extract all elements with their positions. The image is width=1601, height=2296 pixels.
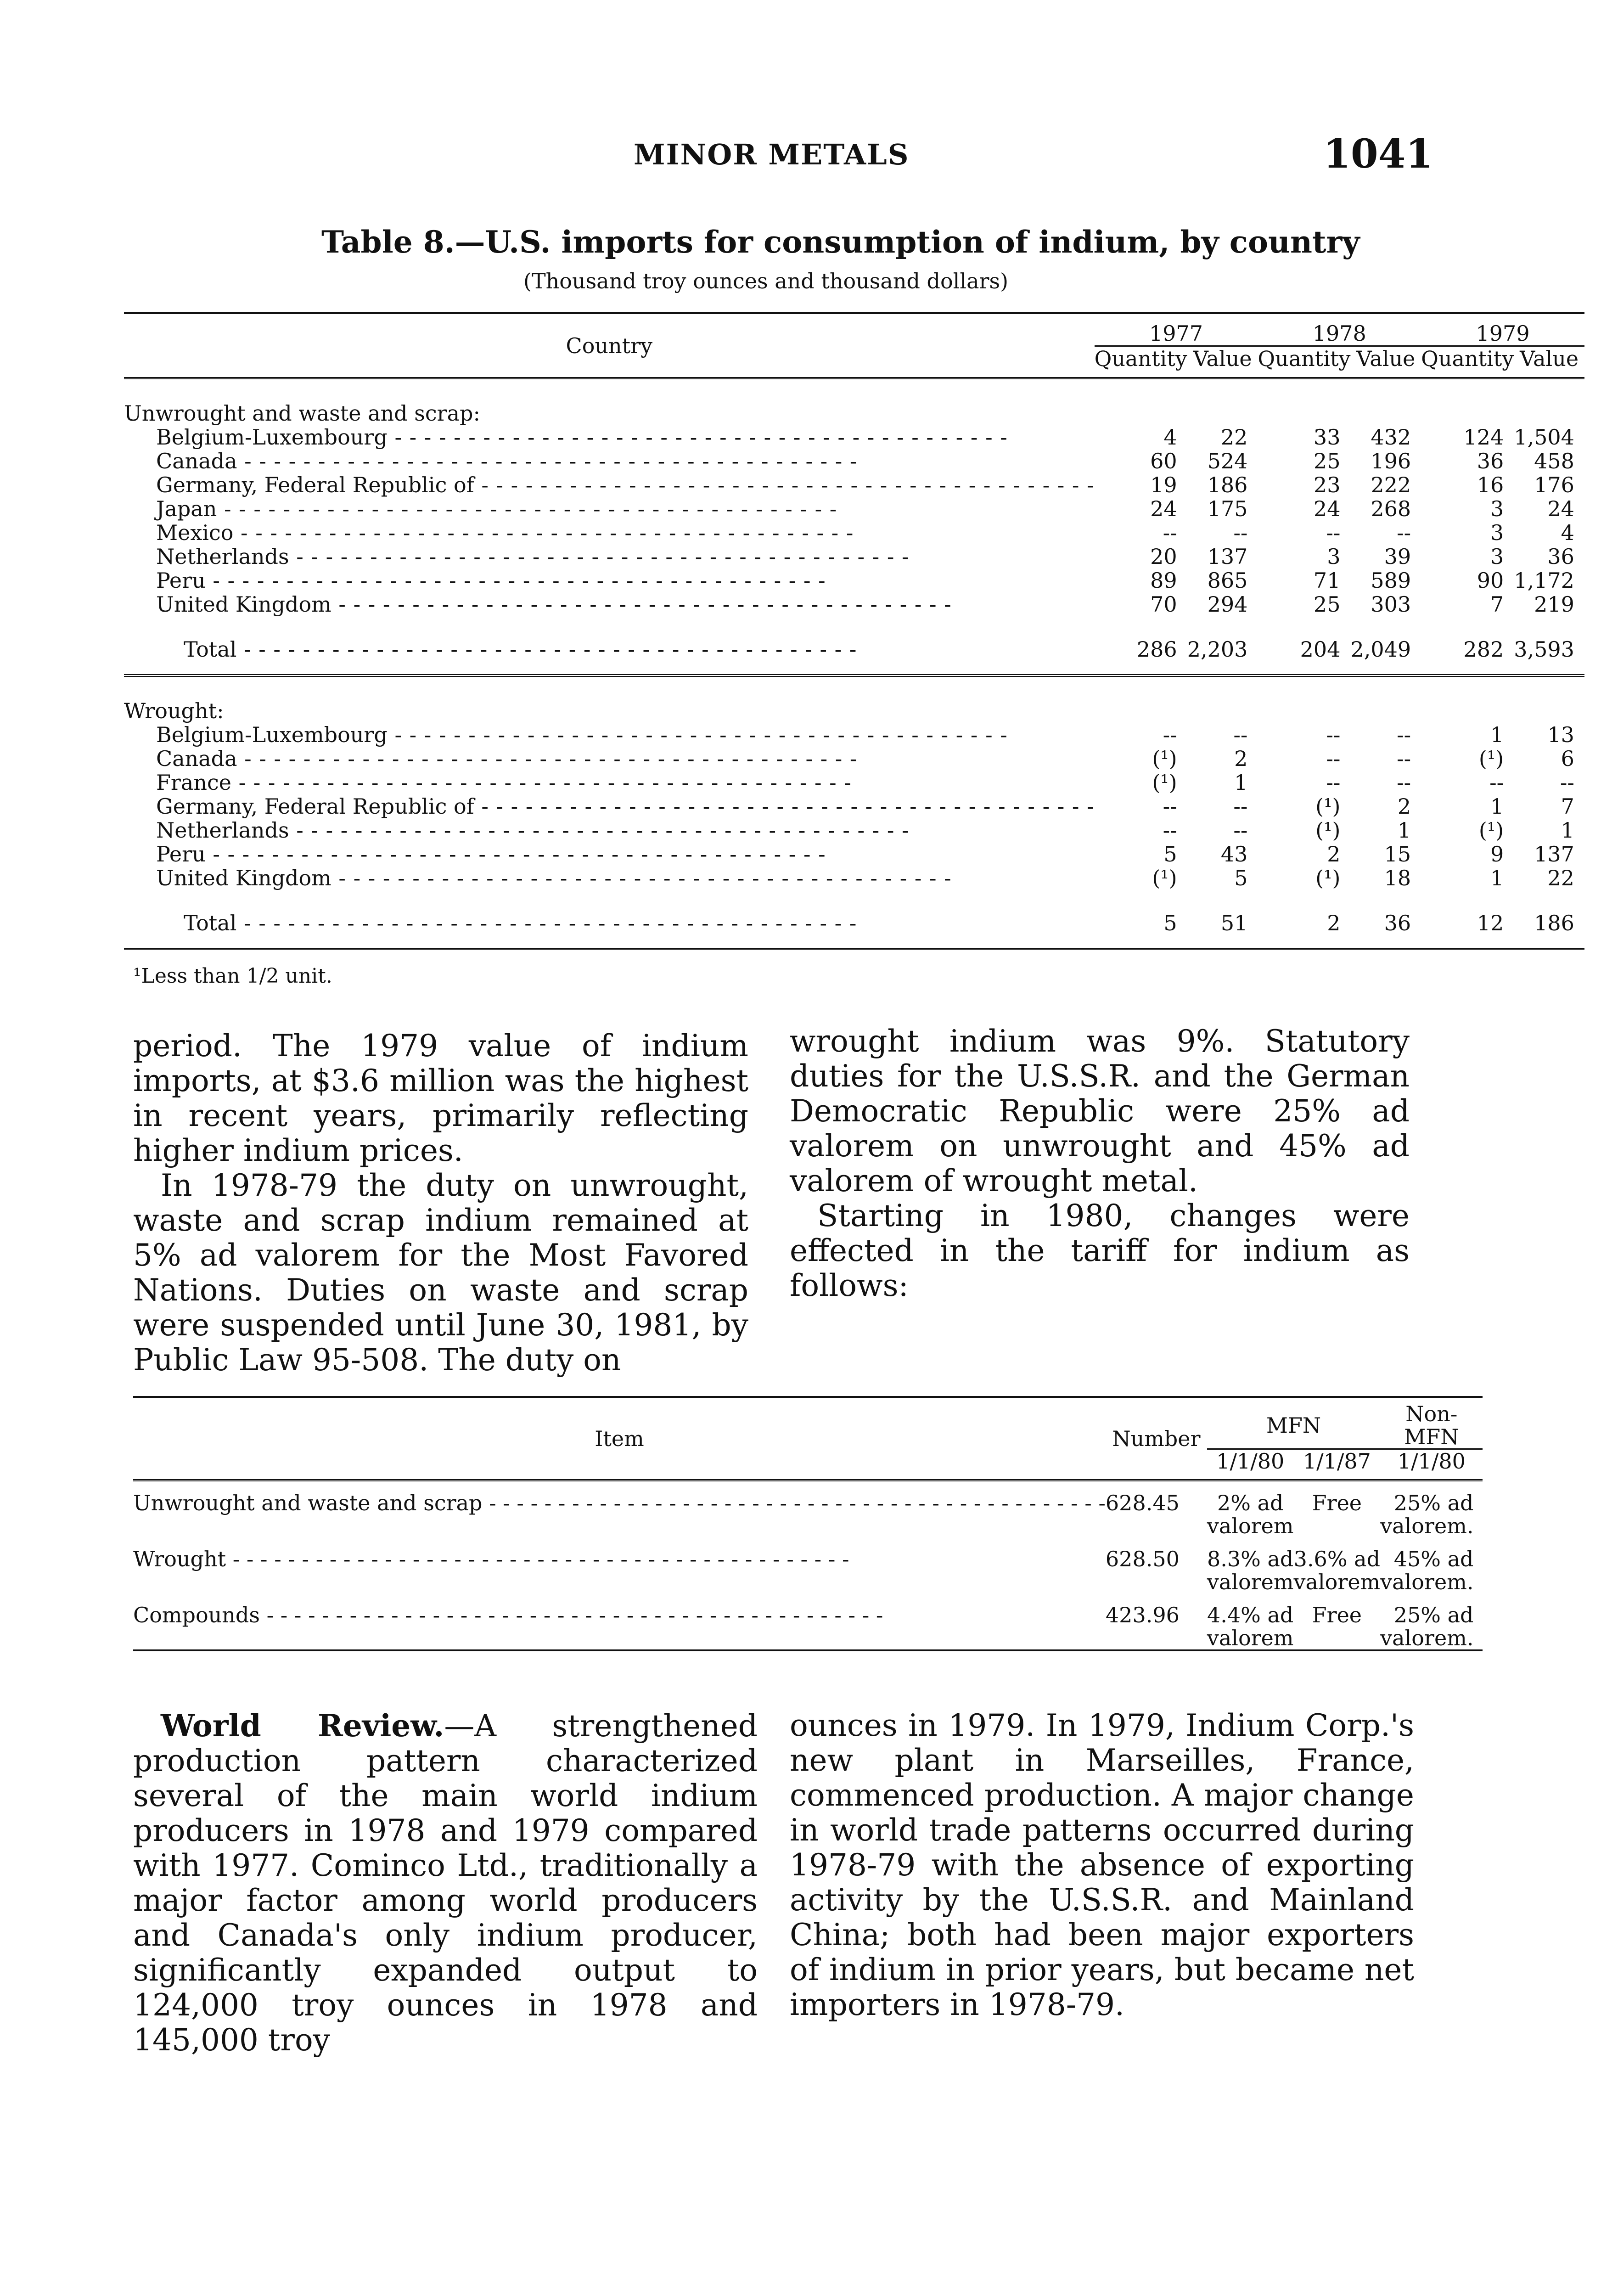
section-heading: World Review. [161, 1708, 444, 1744]
table-row: Germany, Federal Republic of - - - 19 186 23 222 16 176 [124, 473, 1584, 497]
table-row: Netherlands - - - -- -- (¹) 1 (¹) 1 [124, 818, 1584, 842]
table-subtitle: (Thousand troy ounces and thousand dollars) [523, 269, 1009, 293]
table-row: Peru - - - 89 865 71 589 90 1,172 [124, 568, 1584, 592]
subheader-value: Value [1520, 346, 1579, 371]
col-item: Item [595, 1426, 644, 1451]
year-header: 1978 [1258, 313, 1421, 346]
table-row: Netherlands - - - 20 137 3 39 3 36 [124, 545, 1584, 568]
text-column-right [790, 1708, 1414, 2022]
table-row: Canada - - - 60 524 25 196 36 458 [124, 449, 1584, 473]
table-row: United Kingdom - - - 70 294 25 303 7 219 [124, 592, 1584, 616]
col-mfn: MFN [1207, 1397, 1380, 1449]
table-row: Belgium-Luxembourg - - - -- -- -- -- 1 13 [124, 723, 1584, 747]
date-header: 1/1/80 [1216, 1449, 1285, 1474]
table-title: Table 8.—U.S. imports for consumption of indium, by country [321, 224, 1360, 260]
paragraph: In 1978-79 the duty on unwrought, waste and scrap indium remained at 5% ad valorem for the Most Favored Nations. Duties on waste and scrap were suspended until June 30, 1981, by Public Law 95-508. The duty on [133, 1168, 748, 1378]
table-row: Germany, Federal Republic of - - - -- -- (¹) 2 1 7 [124, 794, 1584, 818]
text-column-left [133, 1029, 748, 1378]
paragraph: wrought indium was 9%. Statutory duties for the U.S.S.R. and the German Democratic Republic were 25% ad valorem on unwrought and 45% ad valorem of wrought metal. [790, 1024, 1410, 1199]
page-number: 1041 [1323, 131, 1433, 177]
table-row: Unwrought and waste and scrap - - - 628.45 2% ad valorem Free 25% ad valorem. [133, 1480, 1483, 1538]
col-country: Country [566, 333, 653, 358]
section-heading: Unwrought and waste and scrap: [124, 401, 480, 426]
year-header: 1977 [1095, 313, 1258, 346]
table-row: France - - - (¹) 1 -- -- -- -- [124, 771, 1584, 794]
table-row: Mexico - - - -- -- -- -- 3 4 [124, 521, 1584, 545]
subheader-quantity: Quantity [1258, 346, 1351, 371]
tariff-table [133, 1396, 1483, 1651]
paragraph: World Review.—A strengthened production pattern characterized several of the main world indium producers in 1978 and 1979 compared with 1977. Cominco Ltd., traditionally a major factor among world producers and Canada's only indium producer, significantly expanded output to 124,000 troy ounces in 1978 and 145,000 troy [133, 1708, 758, 2058]
subheader-quantity: Quantity [1421, 346, 1514, 371]
paragraph: period. The 1979 value of indium imports, at $3.6 million was the highest in recent years, primarily reflecting higher indium prices. [133, 1028, 748, 1168]
table-row: Compounds - - - 423.96 4.4% ad valorem Free 25% ad valorem. [133, 1593, 1483, 1650]
col-non-mfn: Non-MFN [1380, 1397, 1483, 1449]
running-head: MINOR METALS [634, 138, 910, 171]
col-number: Number [1112, 1426, 1201, 1451]
table-footnote: ¹Less than 1/2 unit. [133, 964, 332, 988]
table-row: Japan - - - 24 175 24 268 3 24 [124, 497, 1584, 521]
total-row: Total - - - 286 2,203 204 2,049 282 3,593 [124, 616, 1584, 675]
year-header: 1979 [1421, 313, 1584, 346]
subheader-quantity: Quantity [1094, 346, 1187, 371]
total-row: Total - - - 5 51 2 36 12 186 [124, 890, 1584, 949]
section-heading: Wrought: [124, 698, 224, 723]
paragraph: Starting in 1980, changes were effected in the tariff for indium as follows: [790, 1198, 1410, 1303]
table-row: Peru - - - 5 43 2 15 9 137 [124, 842, 1584, 866]
table-row: Belgium-Luxembourg - - - 4 22 33 432 124 1,504 [124, 425, 1584, 449]
text-column-right [790, 1024, 1410, 1303]
date-header: 1/1/87 [1303, 1449, 1371, 1474]
imports-table [124, 312, 1584, 950]
table-row: Canada - - - (¹) 2 -- -- (¹) 6 [124, 747, 1584, 771]
text-column-left [133, 1708, 758, 2058]
subheader-value: Value [1193, 346, 1252, 371]
date-header: 1/1/80 [1397, 1449, 1466, 1474]
subheader-value: Value [1356, 346, 1416, 371]
table-row: Wrought - - - 628.50 8.3% ad valorem 3.6% ad valorem 45% ad valorem. [133, 1537, 1483, 1593]
table-row: United Kingdom - - - (¹) 5 (¹) 18 1 22 [124, 866, 1584, 890]
paragraph: ounces in 1979. In 1979, Indium Corp.'s new plant in Marseilles, France, commenced production. A major change in world trade patterns occurred during 1978-79 with the absence of exporting activity by the U.S.S.R. and Mainland China; both had been major exporters of indium in prior years, but became net importers in 1978-79. [790, 1708, 1414, 2022]
